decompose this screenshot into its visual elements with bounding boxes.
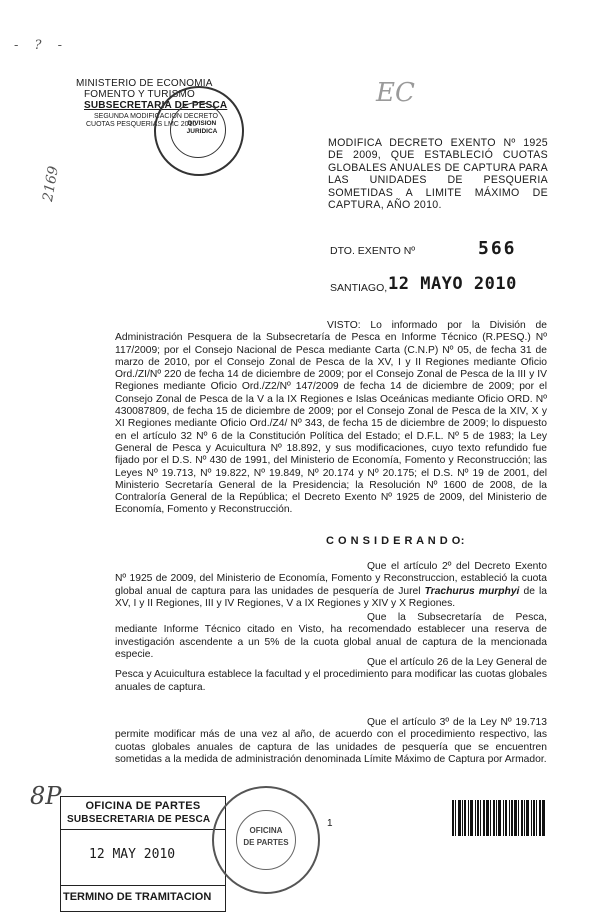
subsecretaria-line: SUBSECRETARIA DE PESCA (84, 100, 228, 111)
barcode-bar (490, 800, 491, 836)
p1-text-pre: Que el artículo 2º del Decreto Exento Nº 1925 de 2009, del Ministerio de Economía, Fomento y Reconstruccion, estableció la cuota global anual de captura para las unidades de pesquería de Jurel (115, 561, 547, 597)
division-juridica-seal (154, 86, 244, 176)
decree-label: DTO. EXENTO Nº (330, 245, 416, 257)
visto-paragraph: VISTO: Lo informado por la División de Administración Pesquera de la Subsecretaría de Pesca en Informe Técnico (R.PESQ.) Nº 117/2009; por el Consejo Nacional de Pesca mediante Carta (C.N.P) Nº 05, de fecha 31 de marzo de 2010, por el Consejo Zonal de Pesca de la XV, I y II Regiones mediante Oficio Ord./ZI/Nº 220 de fecha 14 de diciembre de 2009; por el Consejo Zonal de Pesca de la III y IV Regiones mediante Oficio Ord./Z2/Nº 147/2009 de fecha 14 de diciembre de 2009; por el Consejo Zonal de Pesca de la V a la IX Regiones e Islas Oceánicas mediante Oficio ORD. Nº 430087809, de fecha 15 de diciembre de 2009; por el Consejo Zonal de Pesca de la XIV, X y XI Regiones mediante Oficio Ord./Z4/ Nº 343, de fecha 15 de diciembre de 2009; lo dispuesto en el artículo 32 Nº 6 de la Constitución Política del Estado; el D.F.L. Nº 5 de 1983; la Ley General de Pesca y Acuicultura Nº 18.892, y sus modificaciones, cuyo texto refundido fue fijado por el D.S. Nº 430 de 1991, del Ministerio de Economía, Fomento y Reconstrucción; las Leyes Nº 19.713, Nº 19.822, Nº 19.849, Nº 20.174 y Nº 20.175; el D.S. Nº 19 de 2001, del Ministerio Secretaría General de la Presidencia; la Resolución Nº 1600 de 2008, de la Contraloría General de la República; el Decreto Exento Nº 1925 de 2009, del Ministerio de Economía, Fomento y Reconstrucción. (115, 320, 547, 516)
oficina-round-seal (212, 786, 320, 894)
barcode-bar (503, 800, 504, 836)
barcode-bar (470, 800, 473, 836)
cuotas-line: CUOTAS PESQUERIAS LMC 2010 (86, 121, 197, 128)
stamp-line-1: OFICINA DE PARTES (85, 800, 201, 812)
stamp-date: 12 MAY 2010 (89, 847, 176, 862)
handwritten-marks-top: - ? - (14, 38, 69, 53)
barcode-bar (526, 800, 529, 836)
decree-date: 12 MAYO 2010 (388, 274, 517, 294)
barcode-bar (521, 800, 523, 836)
considerando-paragraph-4: Que el artículo 3º de la Ley Nº 19.713 permite modificar más de una vez al año, de acuerdo con el procedimiento respectivo, las cuotas globales anuales de captura de las unidades de pesquería que se encuentren sometidas a la medida de administración denominada Límite Máximo de Captura por Armador. (115, 717, 547, 765)
seal-center-text: DIVISION JURIDICA (186, 120, 218, 135)
barcode-bar (514, 800, 517, 836)
barcode-bar (511, 800, 513, 836)
considerando-paragraph-1 (115, 561, 547, 610)
stamp-line-3: TERMINO DE TRAMITACION (63, 891, 212, 903)
ministry-line-2: FOMENTO Y TURISMO (84, 89, 196, 100)
considerando-paragraph-2: Que la Subsecretaría de Pesca, mediante Informe Técnico citado en Visto, ha recomendado establecer una reserva de investigación ascendente a un 5% de la cuota global anual de captura de la mencionada especie. (115, 612, 547, 660)
decree-title: MODIFICA DECRETO EXENTO Nº 1925 DE 2009, QUE ESTABLECIÓ CUOTAS GLOBALES ANUALES DE CAPTURA PARA LAS UNIDADES DE PESQUERIA SOMETIDAS A LIMITE MÁXIMO DE CAPTURA, AÑO 2010. (328, 137, 548, 212)
round-seal-center-2: DE PARTES (243, 838, 289, 847)
barcode-bar (533, 800, 535, 836)
stamp-divider-1 (61, 829, 225, 830)
considerando-paragraph-3: Que el artículo 26 de la Ley General de Pesca y Acuicultura establece la facultad y el procedimiento para modificar las cuotas globales anuales de captura. (115, 657, 547, 693)
p1-text-post: de la XV, I y II Regiones, III y IV Regiones, V a IX Regiones y XIV y X Regiones. (115, 585, 547, 609)
ministry-line-1: MINISTERIO DE ECONOMIA (76, 78, 213, 89)
barcode-bar (468, 800, 469, 836)
handwritten-bottom-left: 8P (30, 782, 62, 810)
barcode-bar (486, 800, 489, 836)
barcode-bar (536, 800, 537, 836)
decree-number-row (330, 238, 570, 262)
barcode-bar (493, 800, 495, 836)
barcode-bar (455, 800, 456, 836)
stamp-line-2: SUBSECRETARIA DE PESCA (67, 814, 211, 825)
barcode-bar (542, 800, 545, 836)
barcode-bar (539, 800, 541, 836)
round-seal-center-1: OFICINA (249, 826, 283, 835)
barcode-bar (480, 800, 481, 836)
barcode-bar (452, 800, 454, 836)
barcode-bar (496, 800, 497, 836)
barcode-bar (498, 800, 501, 836)
barcode-bar (483, 800, 485, 836)
decree-number: 566 (478, 238, 517, 259)
barcode-bar (531, 800, 532, 836)
barcode-bar (475, 800, 476, 836)
barcode-bar (464, 800, 466, 836)
barcode-bar (524, 800, 525, 836)
segunda-modificacion-line: SEGUNDA MODIFICACION DECRETO (94, 113, 218, 120)
barcode-bar (462, 800, 463, 836)
barcode (452, 800, 548, 836)
page-number: 1 (327, 818, 333, 829)
handwritten-ec: EC (376, 78, 415, 108)
handwritten-side-number: 2169 (40, 164, 62, 203)
barcode-bar (458, 800, 461, 836)
barcode-bar (518, 800, 519, 836)
barcode-bar (505, 800, 507, 836)
oficina-partes-stamp (60, 796, 226, 912)
considerando-heading: C O N S I D E R A N D O: (326, 535, 465, 547)
barcode-bar (509, 800, 510, 836)
stamp-divider-2 (61, 885, 225, 886)
decree-date-row (330, 272, 570, 298)
barcode-bar (477, 800, 479, 836)
species-name: Trachurus murphyi (424, 585, 520, 597)
place-label: SANTIAGO, (330, 282, 388, 294)
